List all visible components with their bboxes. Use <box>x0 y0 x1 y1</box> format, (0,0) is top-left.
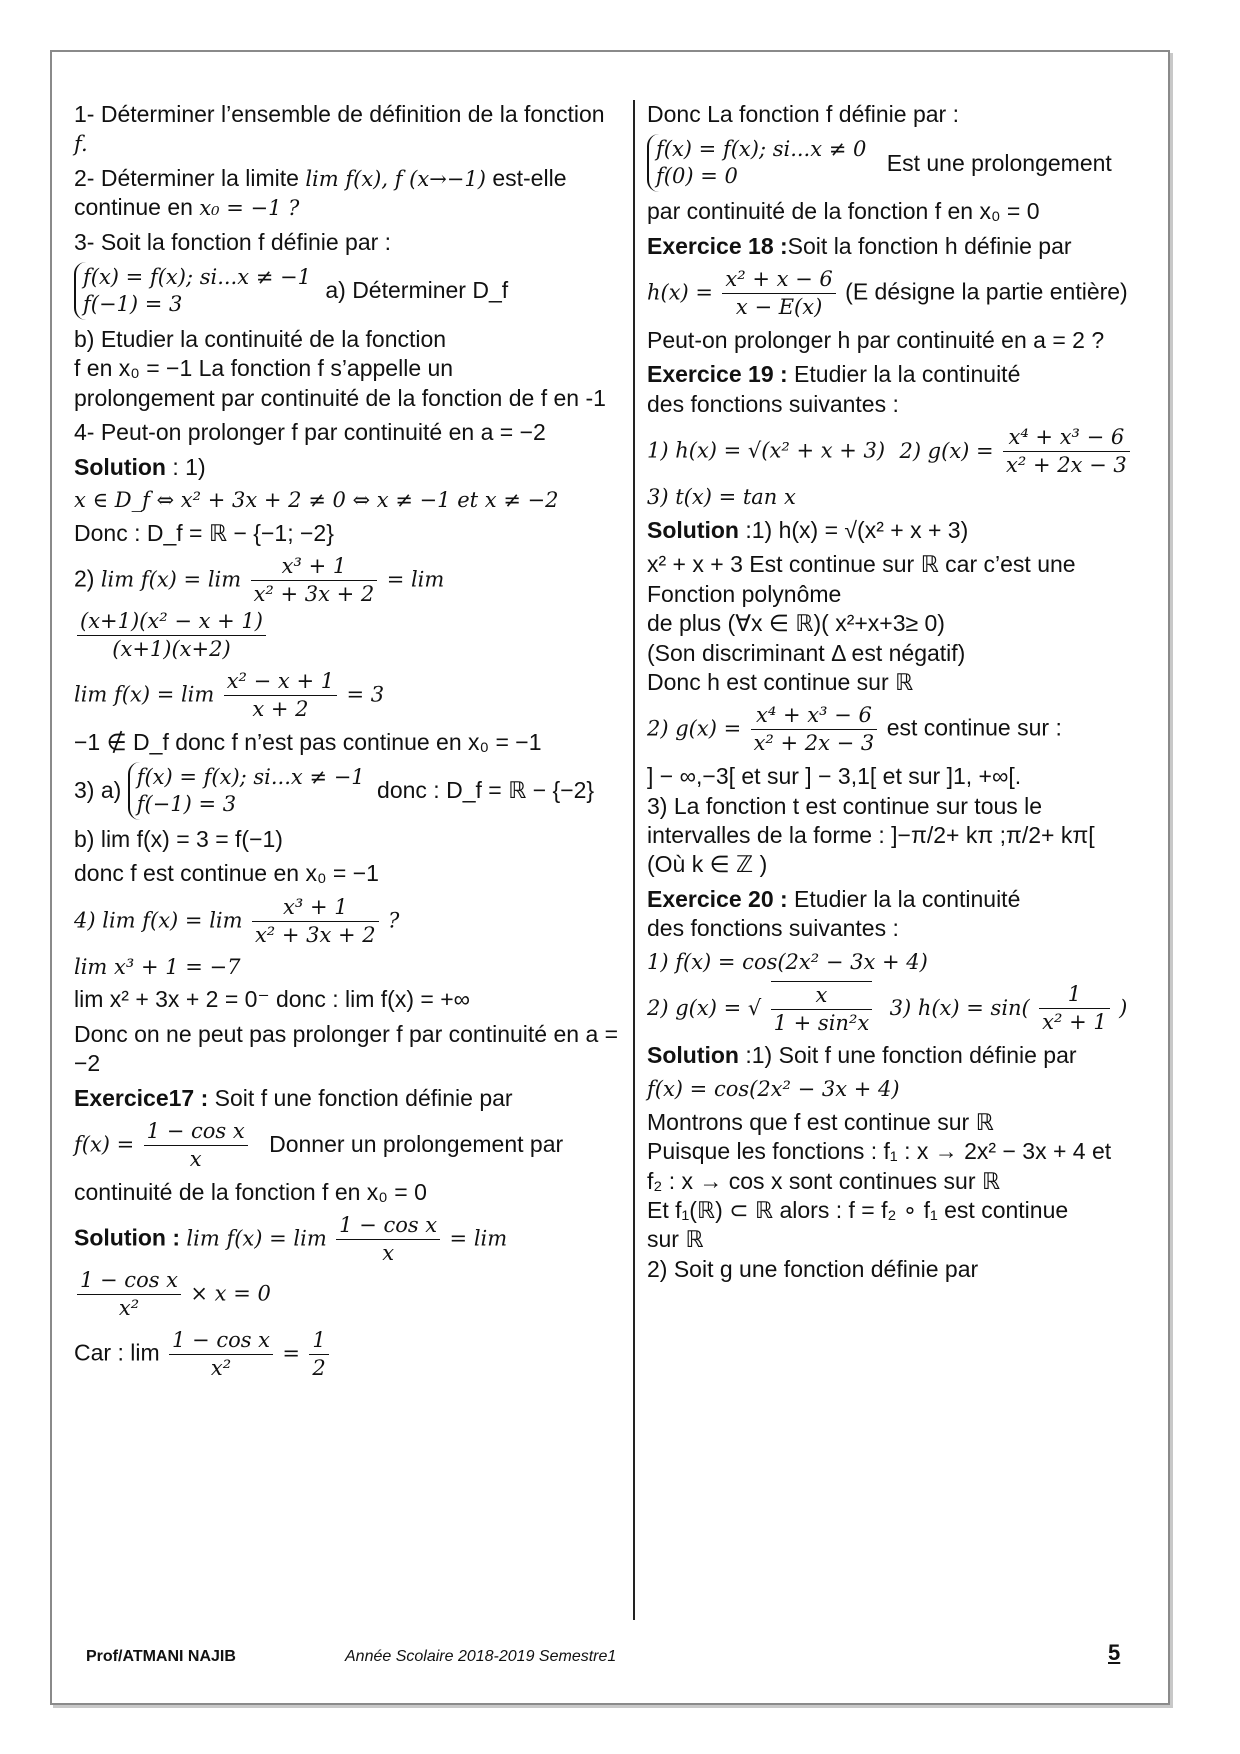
solution-not-continuous: −1 ∉ D_f donc f n’est pas continue en x₀ = −1 <box>74 728 542 755</box>
exercise-19: Exercice 19 : Etudier la la continuité des fonctions suivantes : <box>647 361 1021 417</box>
exercise-17-car: Car : lim $\frac{\text{1 − cos x}}{\text{x²}}$ = $\frac{1}{2}$ <box>74 1327 622 1382</box>
system-brace: f(x) = f(x); si...x ≠ −1 f(−1) = 3 <box>128 762 365 820</box>
column-divider <box>633 100 635 1620</box>
solution-3a: 3) a) f(x) = f(x); si...x ≠ −1 f(−1) = 3 donc : D_f = ℝ − {−2} <box>74 762 622 820</box>
exercise-19-sol-intervals: ] − ∞,−3[ et sur ] − 3,1[ et sur ]1, +∞[. 3) La fonction t est continue sur tous le intervalles de la forme : ]−π/2+ kπ ;π/2+ kπ[ (Où k ∈ ℤ ) <box>647 763 1095 878</box>
system-brace: f(x) = f(x); si...x ≠ 0 f(0) = 0 <box>647 134 866 192</box>
question-2: 2- Déterminer la limite lim f(x), f (x→−1) est-elle continue en x₀ = −1 ? <box>74 164 567 221</box>
fraction: $\frac{\text{1 − cos x}}{\text{x²}}$ <box>77 1267 181 1322</box>
solution-4: 4) lim f(x) = lim $\frac{\text{x³ + 1}}{\text{x² + 3x + 2}}$ ? <box>74 894 400 947</box>
page-number: 5 <box>1108 1640 1121 1665</box>
question-4: 4- Peut-on prolonger f par continuité en a = −2 <box>74 419 546 446</box>
left-column <box>74 100 622 1387</box>
fraction: $\frac{\text{x⁴ + x³ − 6}}{\text{x² + 2x − 3}}$ <box>751 702 878 757</box>
footer-year: Année Scolaire 2018-2019 Semestre1 <box>345 1648 617 1665</box>
fraction: $\frac{\text{(x+1)(x² − x + 1)}}{(x+1)(x+2)}$ <box>77 608 266 663</box>
exercise-18-function: h(x) = $\frac{\text{x² + x − 6}}{x - E(x)}$ (E désigne la partie entière) <box>647 267 1128 319</box>
right-intro: Donc La fonction f définie par : <box>647 101 959 127</box>
question-3b: b) Etudier la continuité de la fonction f en x₀ = −1 La fonction f s’appelle un prolongement par continuité de la fonction de f en -1 <box>74 325 606 411</box>
question-3-system: f(x) = f(x); si...x ≠ −1 f(−1) = 3 a) Déterminer D_f <box>74 262 622 320</box>
system-brace: f(x) = f(x); si...x ≠ −1 f(−1) = 3 <box>74 262 311 320</box>
right-system: f(x) = f(x); si...x ≠ 0 f(0) = 0 Est une prolongement <box>647 134 1152 192</box>
exercise-20-g-h: 2) g(x) = √ $\frac{x}{\text{1 + sin²x}}$ 3) h(x) = sin( $\frac{1}{\text{x² + 1}}$ ) <box>647 982 1128 1035</box>
solution-4-limit-2: lim x² + 3x + 2 = 0⁻ donc : lim f(x) = +∞ <box>74 986 471 1013</box>
solution-heading: Solution : 1) <box>74 453 206 480</box>
exercise-20-solution: Solution :1) Soit f une fonction définie par <box>647 1042 1077 1069</box>
solution-3c: donc f est continue en x₀ = −1 <box>74 860 379 887</box>
solution-domain: x ∈ D_f ⇔ x² + 3x + 2 ≠ 0 ⇔ x ≠ −1 et x ≠ −2 <box>74 488 559 513</box>
exercise-18-question: Peut-on prolonger h par continuité en a = 2 ? <box>647 326 1105 353</box>
exercise-19-solution: Solution :1) h(x) = √(x² + x + 3) <box>647 516 969 543</box>
question-1: 1- Déterminer l’ensemble de définition de la fonction f. <box>74 101 605 157</box>
solution-limit-2: lim f(x) = lim $\frac{\text{x² − x + 1}}{x + 2}$ = 3 <box>74 668 385 721</box>
exercise-19-functions: 1) h(x) = √(x² + x + 3) 2) g(x) = $\frac{\text{x⁴ + x³ − 6}}{\text{x² + 2x − 3}}$ <box>647 424 1152 479</box>
exercise-17-function: f(x) = $\frac{\text{1 − cos x}}{x}$ Donner un prolongement par <box>74 1119 564 1171</box>
solution-limit: 2) lim f(x) = lim $\frac{\text{x³ + 1}}{\text{x² + 3x + 2}}$ = lim $\frac{\text{(x+1)(x² − x + 1)}}{(x+1)(x+2)}$ <box>74 554 445 662</box>
fraction: $\frac{\text{x³ + 1}}{\text{x² + 3x + 2}}$ <box>252 894 379 949</box>
fraction: $\frac{\text{x⁴ + x³ − 6}}{\text{x² + 2x − 3}}$ <box>1003 424 1130 479</box>
exercise-18: Exercice 18 :Soit la fonction h définie par <box>647 232 1072 259</box>
fraction: $\frac{1}{\text{x² + 1}}$ <box>1039 981 1110 1036</box>
right-prolongement: par continuité de la fonction f en x₀ = 0 <box>647 198 1040 225</box>
exercise-20: Exercice 20 : Etudier la la continuité des fonctions suivantes : <box>647 885 1021 942</box>
exercise-19-tan: 3) t(x) = tan x <box>647 484 796 509</box>
exercise-20-sol-f: f(x) = cos(2x² − 3x + 4) <box>647 1076 900 1101</box>
fraction: $\frac{\text{1 − cos x}}{\text{x²}}$ <box>169 1327 273 1382</box>
solution-4-limit-1: lim x³ + 1 = −7 <box>74 954 241 979</box>
footer-author: Prof/ATMANI NAJIB <box>86 1648 236 1665</box>
exercise-17-question: continuité de la fonction f en x₀ = 0 <box>74 1178 427 1205</box>
question-3: 3- Soit la fonction f définie par : <box>74 228 392 255</box>
exercise-17: Exercice17 : Soit f une fonction définie par <box>74 1084 513 1111</box>
exercise-20-sol-lines: Montrons que f est continue sur ℝ Puisque les fonctions : f₁ : x → 2x² − 3x + 4 et f₂ : x → cos x sont continues sur ℝ Et f₁(ℝ) ⊂ ℝ alors : f = f₂ ∘ f₁ est continue sur ℝ 2) Soit g une fonction définie par <box>647 1108 1112 1282</box>
fraction: $\frac{1}{2}$ <box>309 1327 328 1382</box>
exercise-17-solution: Solution : lim f(x) = lim $\frac{\text{1 − cos x}}{x}$ = lim $\frac{\text{1 − cos x}}{\text{x²}}$ × x = 0 <box>74 1213 508 1320</box>
solution-domain-result: Donc : D_f = ℝ − {−1; −2} <box>74 520 334 546</box>
exercise-19-sol-lines: x² + x + 3 Est continue sur ℝ car c’est une Fonction polynôme de plus (∀x ∈ ℝ)( x²+x+3≥ 0) (Son discriminant Δ est négatif) Donc h est continue sur ℝ <box>647 551 1076 695</box>
fraction: $\frac{\text{1 − cos x}}{x}$ <box>144 1118 248 1173</box>
fraction: $\frac{\text{1 − cos x}}{x}$ <box>336 1212 440 1267</box>
solution-3b: b) lim f(x) = 3 = f(−1) <box>74 825 283 852</box>
fraction: $\frac{\text{x³ + 1}}{\text{x² + 3x + 2}}$ <box>251 553 378 608</box>
fraction: $\frac{\text{x² + x − 6}}{x - E(x)}$ <box>722 266 835 321</box>
fraction: $\frac{x}{\text{1 + sin²x}}$ <box>771 981 873 1037</box>
exercise-19-sol-g: 2) g(x) = $\frac{\text{x⁴ + x³ − 6}}{\text{x² + 2x − 3}}$ est continue sur : <box>647 703 1062 756</box>
fraction: $\frac{\text{x² − x + 1}}{x + 2}$ <box>224 668 337 723</box>
solution-4-conclusion: Donc on ne peut pas prolonger f par continuité en a = −2 <box>74 1020 619 1077</box>
right-column <box>647 100 1152 1289</box>
exercise-20-f: 1) f(x) = cos(2x² − 3x + 4) <box>647 949 928 974</box>
